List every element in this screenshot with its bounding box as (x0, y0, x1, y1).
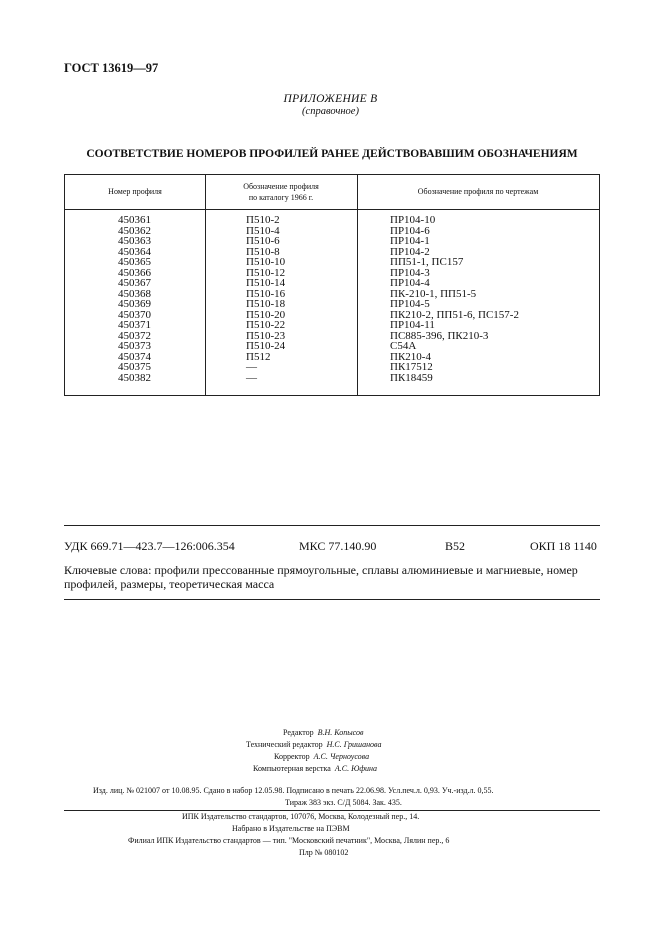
profile-number-cell: 450364 (118, 245, 151, 258)
layout-line (253, 763, 661, 775)
catalog-designation-cell: П510-16 (246, 287, 286, 300)
drawing-designation-cell: ПК17512 (390, 361, 433, 373)
profile-number-cell: 450365 (118, 256, 151, 268)
tech-editor-label: Технический редактор (246, 740, 323, 749)
profile-number-cell: 450371 (118, 319, 151, 331)
catalog-designation-cell: П510-18 (246, 298, 286, 310)
publisher-line2: Набрано в Издательстве на ПЭВМ (232, 824, 350, 833)
header-catalog-line1: Обозначение профиля (243, 182, 319, 191)
column-divider (357, 175, 358, 395)
catalog-designation-cell: П510-20 (246, 308, 286, 321)
corrector-label: Корректор (274, 752, 310, 761)
catalog-designation-cell: П510-6 (246, 235, 280, 247)
header-catalog-designation (205, 181, 357, 203)
editor-name: В.Н. Копысов (317, 728, 364, 737)
drawing-designation-cell: ПР104-10 (390, 214, 436, 226)
header-divider (65, 209, 599, 210)
appendix-title: ПРИЛОЖЕНИЕ В (283, 93, 378, 105)
appendix-subtitle: (справочное) (302, 106, 359, 117)
corrector-name: А.С. Черноусова (313, 752, 370, 761)
drawing-designation-cell: ПР104-4 (390, 277, 430, 289)
keywords: Ключевые слова: профили прессованные прямоугольные, сплавы алюминиевые и магниевые, номер профилей, размеры, теоретическая масса (64, 563, 578, 591)
profile-number-cell: 450373 (118, 340, 151, 352)
drawing-designation-cell: ПК-210-1, ПП51-5 (390, 287, 477, 300)
catalog-designation-cell: П512 (246, 350, 271, 363)
drawing-designation-cell: ПР104-1 (390, 235, 430, 247)
header-profile-number: Номер профиля (108, 187, 162, 196)
mks-code: МКС 77.140.90 (299, 539, 377, 553)
profile-number-cell: 450372 (118, 329, 151, 342)
catalog-designation-cell: П510-2 (246, 214, 280, 226)
catalog-designation-cell: П510-24 (246, 340, 286, 352)
standard-number: ГОСТ 13619—97 (64, 61, 159, 75)
print-info-line2: Тираж 383 экз. С/Д 5084. Зак. 435. (285, 798, 402, 807)
profile-table (64, 174, 600, 396)
drawing-designation-cell: ПР104-5 (390, 298, 430, 310)
catalog-designation-cell: П510-22 (246, 319, 286, 331)
drawing-designation-cell: ПР104-3 (390, 266, 430, 279)
drawing-designation-cell: С54А (390, 340, 417, 352)
profile-number-cell: 450369 (118, 298, 151, 310)
profile-number-cell: 450382 (118, 371, 151, 384)
profile-number-cell: 450361 (118, 214, 151, 226)
catalog-designation-cell: — (246, 361, 257, 373)
classification-code: В52 (445, 539, 466, 553)
catalog-designation-cell: П510-4 (246, 224, 280, 237)
catalog-designation-cell: П510-8 (246, 245, 280, 258)
drawing-designation-cell: ПК18459 (390, 371, 433, 384)
profile-number-cell: 450375 (118, 361, 151, 373)
profile-number-cell: 450362 (118, 224, 151, 237)
catalog-designation-cell: П510-14 (246, 277, 286, 289)
publisher-line1: ИПК Издательство стандартов, 107076, Москва, Колодезный пер., 14. (182, 812, 420, 821)
drawing-designation-cell: ПП51-1, ПС157 (390, 256, 464, 268)
catalog-designation-cell: П510-10 (246, 256, 286, 268)
column-profile-number (118, 215, 151, 383)
divider (64, 525, 600, 526)
profile-number-cell: 450368 (118, 287, 151, 300)
publication-credits (0, 727, 661, 859)
drawing-designation-cell: ПС885-396, ПК210-3 (390, 329, 489, 342)
okp-code: ОКП 18 1140 (530, 539, 597, 553)
editor-label: Редактор (283, 728, 314, 737)
drawing-designation-cell: ПК210-4 (390, 350, 431, 363)
editor-line (283, 727, 661, 739)
drawing-designation-cell: ПР104-6 (390, 224, 430, 237)
catalog-designation-cell: П510-23 (246, 329, 286, 342)
tech-editor-name: Н.С. Гришанова (326, 740, 382, 749)
column-drawing-designation (390, 215, 519, 383)
profile-number-cell: 450366 (118, 266, 151, 279)
drawing-designation-cell: ПР104-2 (390, 245, 430, 258)
layout-name: А.С. Юфина (334, 764, 377, 773)
header-catalog-line2: по каталогу 1966 г. (248, 193, 314, 202)
profile-number-cell: 450374 (118, 350, 151, 363)
column-divider (205, 175, 206, 395)
profile-number-cell: 450370 (118, 308, 151, 321)
corrector-line (274, 751, 661, 763)
profile-number-cell: 450363 (118, 235, 151, 247)
divider (64, 599, 600, 600)
publisher-line3: Филиал ИПК Издательство стандартов — тип. "Московский печатник", Москва, Лялин пер., 6 (128, 836, 450, 845)
udk-code: УДК 669.71—423.7—126:006.354 (64, 539, 235, 553)
catalog-designation-cell: — (246, 371, 257, 384)
page-title: СООТВЕТСТВИЕ НОМЕРОВ ПРОФИЛЕЙ РАНЕЕ ДЕЙСТВОВАВШИМ ОБОЗНАЧЕНИЯМ (86, 148, 578, 160)
column-catalog-designation (246, 215, 285, 383)
layout-label: Компьютерная верстка (253, 764, 331, 773)
catalog-designation-cell: П510-12 (246, 266, 286, 279)
profile-number-cell: 450367 (118, 277, 151, 289)
header-drawing-designation: Обозначение профиля по чертежам (417, 187, 539, 196)
publisher-line4: Плр № 080102 (299, 848, 349, 857)
drawing-designation-cell: ПК210-2, ПП51-6, ПС157-2 (390, 308, 519, 321)
tech-editor-line (246, 739, 661, 751)
print-info-line1: Изд. лиц. № 021007 от 10.08.95. Сдано в набор 12.05.98. Подписано в печать 22.06.98. Усл.печ.л. 0,93. Уч.-изд.л. 0,55. (93, 786, 494, 795)
drawing-designation-cell: ПР104-11 (390, 319, 435, 331)
